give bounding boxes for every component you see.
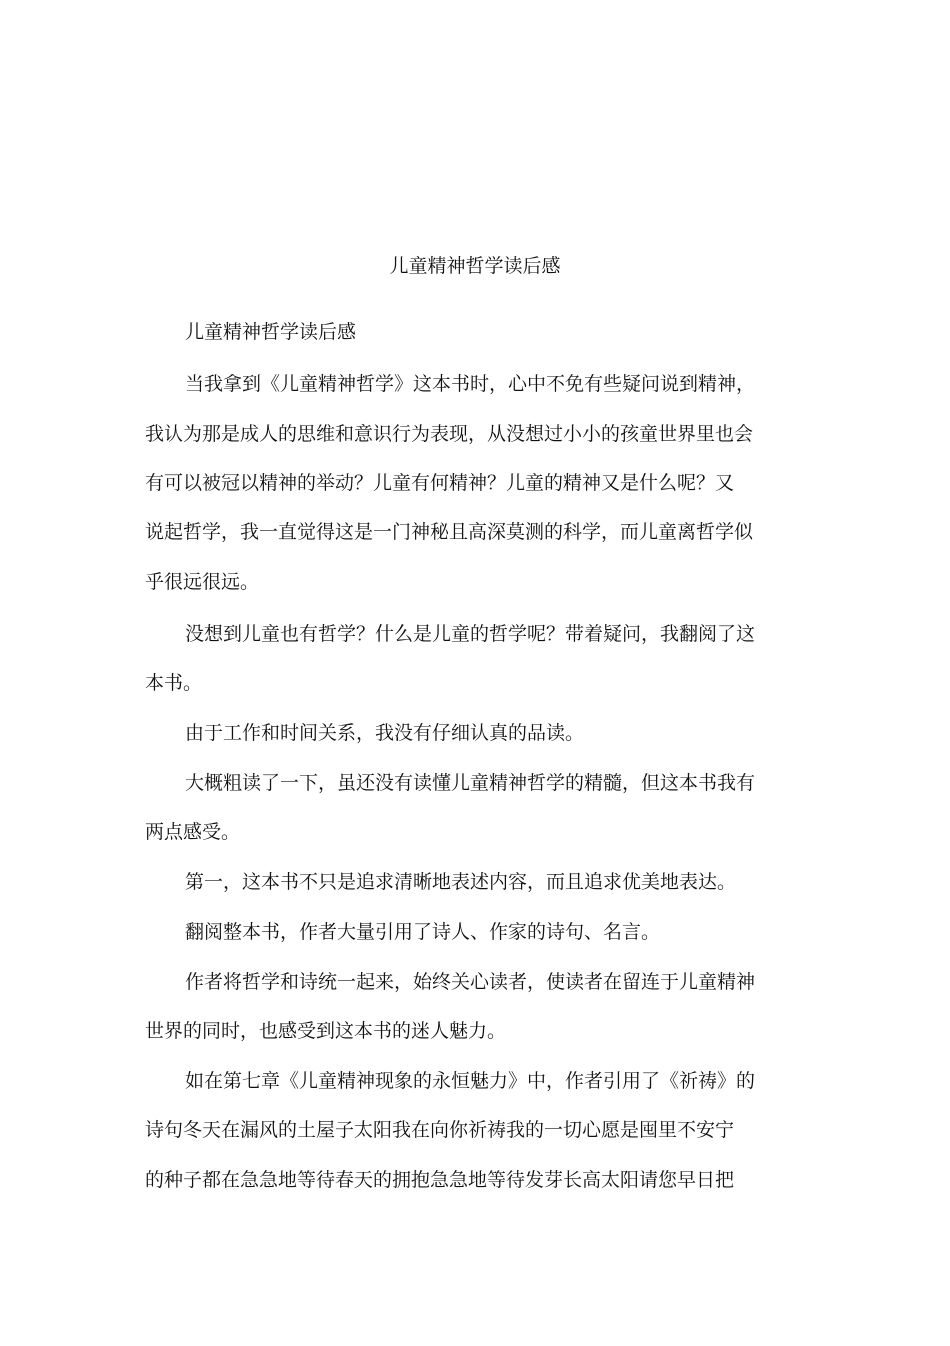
paragraph-line: 乎很远很远。 (145, 571, 260, 593)
paragraph-line: 的种子都在急急地等待春天的拥抱急急地等待发芽长高太阳请您早日把 (145, 1169, 735, 1191)
paragraph-line: 大概粗读了一下，虽还没有读懂儿童精神哲学的精髓，但这本书我有 (185, 772, 756, 794)
paragraph-line: 作者将哲学和诗统一起来，始终关心读者，使读者在留连于儿童精神 (185, 971, 756, 993)
paragraph-line: 世界的同时，也感受到这本书的迷人魅力。 (145, 1020, 507, 1042)
subtitle-line: 儿童精神哲学读后感 (185, 321, 357, 343)
paragraph-line: 当我拿到《儿童精神哲学》这本书时，心中不免有些疑问说到精神， (185, 373, 756, 395)
paragraph-line: 说起哲学，我一直觉得这是一门神秘且高深莫测的科学，而儿童离哲学似 (145, 521, 754, 543)
paragraph-line: 我认为那是成人的思维和意识行为表现，从没想过小小的孩童世界里也会 (145, 423, 754, 445)
paragraph-line: 诗句冬天在漏风的土屋子太阳我在向你祈祷我的一切心愿是囤里不安宁 (145, 1119, 735, 1141)
paragraph-line: 翻阅整本书，作者大量引用了诗人、作家的诗句、名言。 (185, 921, 661, 943)
paragraph-line: 没想到儿童也有哲学？什么是儿童的哲学呢？带着疑问，我翻阅了这 (185, 623, 756, 645)
document-title: 儿童精神哲学读后感 (389, 255, 561, 277)
paragraph-line: 本书。 (145, 672, 203, 694)
paragraph-line: 如在第七章《儿童精神现象的永恒魅力》中，作者引用了《祈祷》的 (185, 1070, 756, 1092)
paragraph-line: 两点感受。 (145, 821, 241, 843)
paragraph-line: 由于工作和时间关系，我没有仔细认真的品读。 (185, 722, 585, 744)
paragraph-line: 有可以被冠以精神的举动？儿童有何精神？儿童的精神又是什么呢？又 (145, 472, 735, 494)
paragraph-line: 第一，这本书不只是追求清晰地表述内容，而且追求优美地表达。 (185, 871, 737, 893)
